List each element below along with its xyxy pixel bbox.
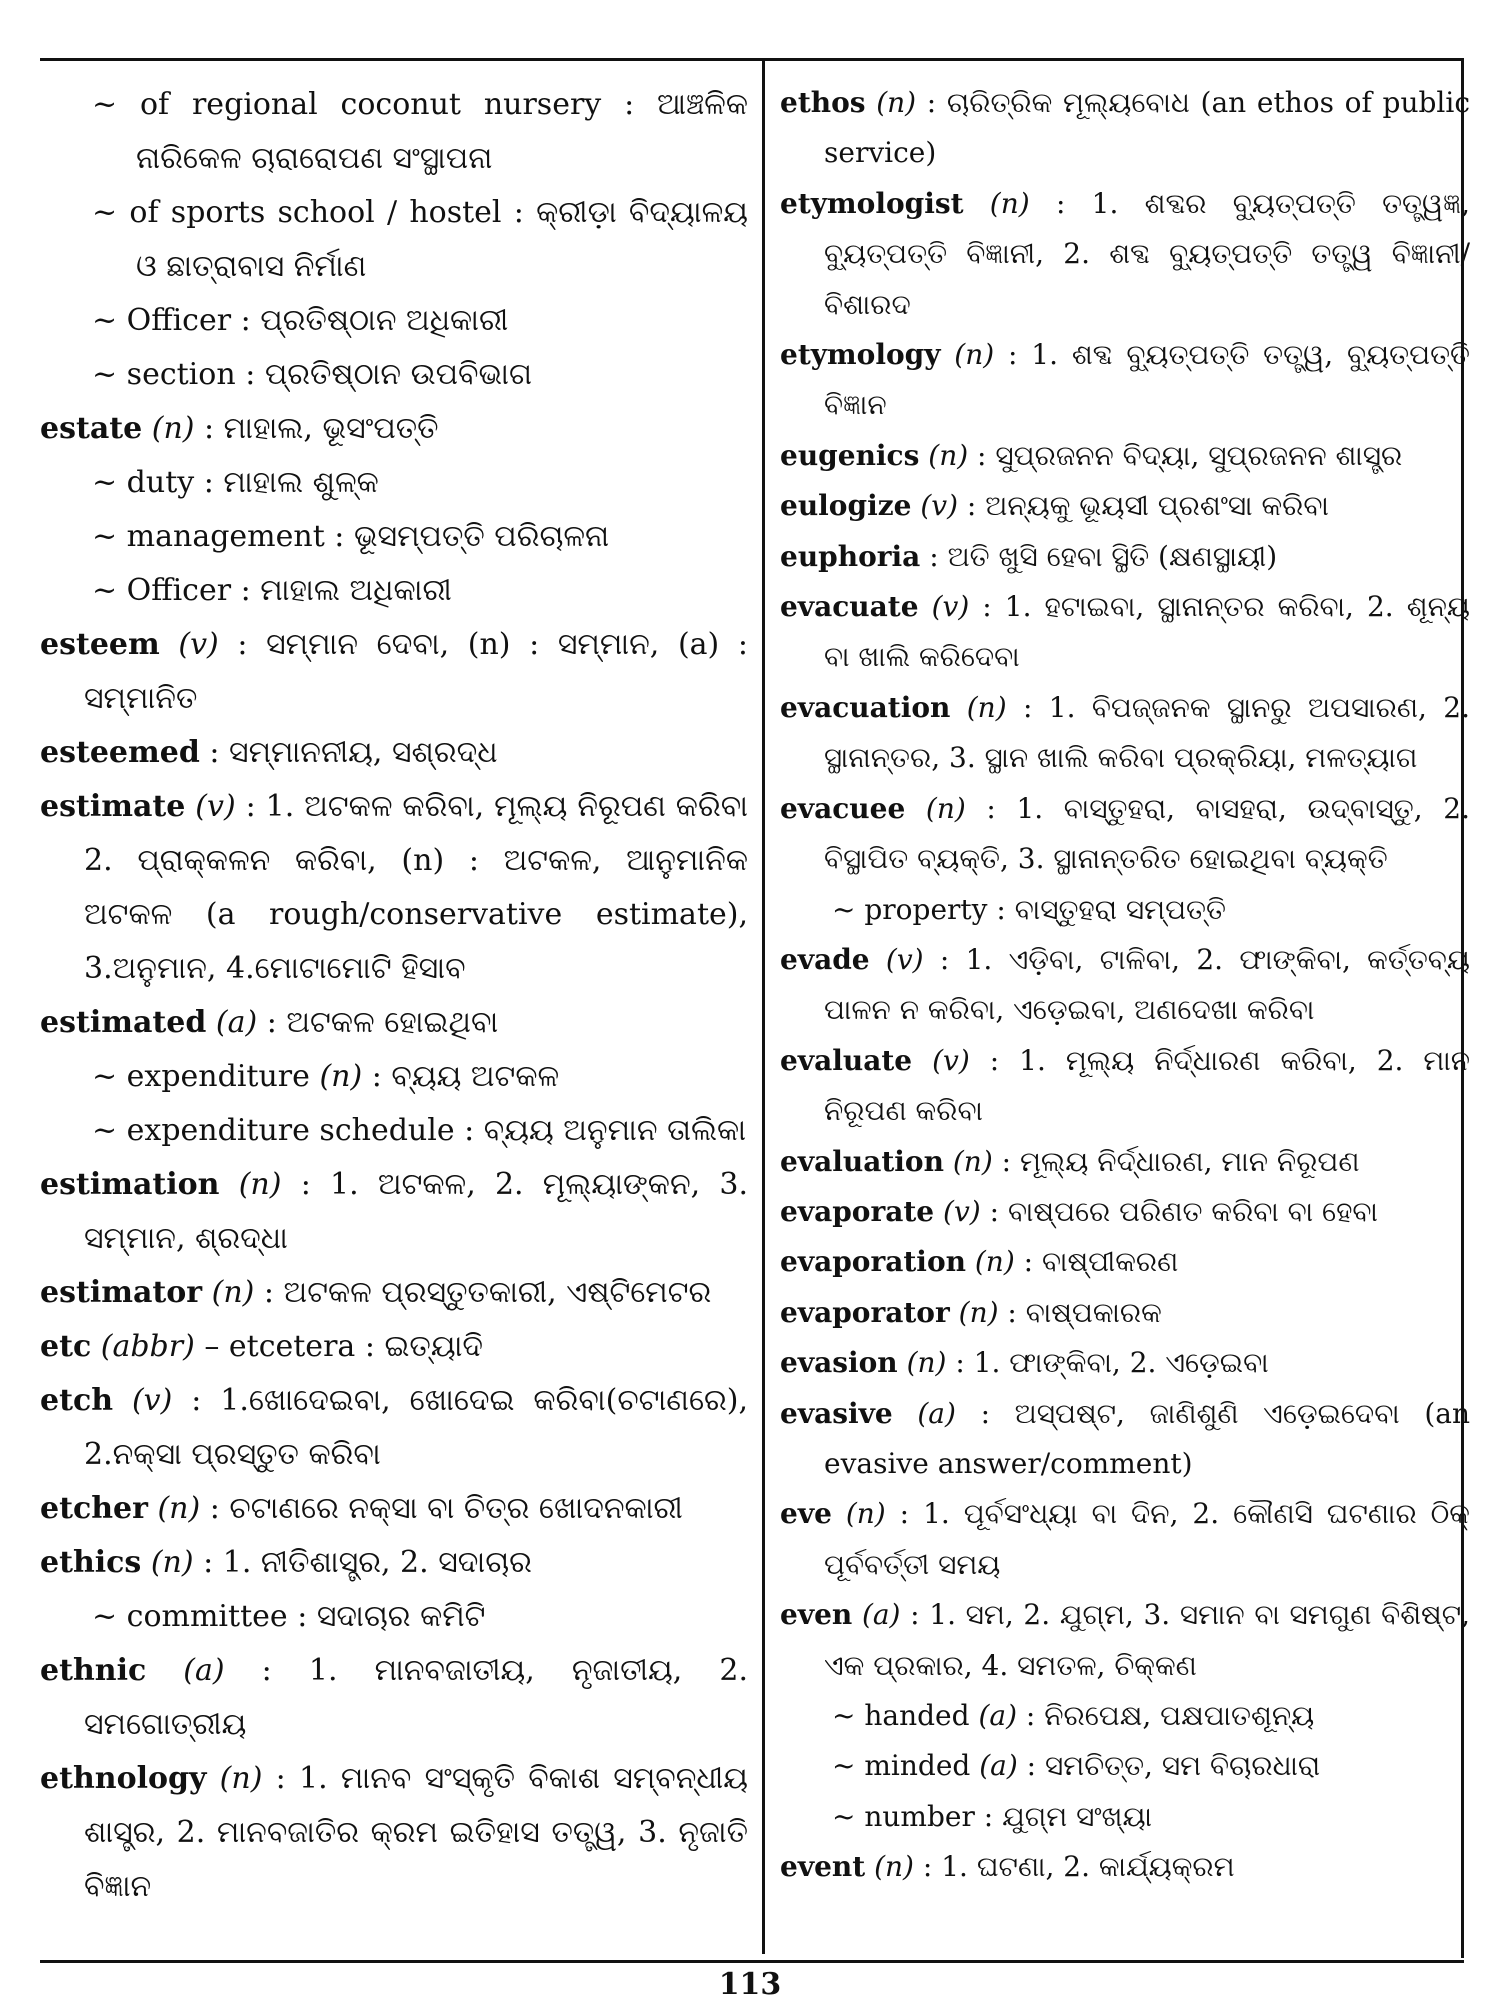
part-of-speech: (v) xyxy=(113,1383,173,1418)
dictionary-entry xyxy=(780,330,1470,431)
separator: : xyxy=(974,1799,1003,1833)
dictionary-entry xyxy=(40,1266,748,1320)
separator: : xyxy=(885,1497,924,1531)
part-of-speech: (a) xyxy=(146,1653,225,1688)
separator: : xyxy=(1014,1245,1042,1279)
headword: evacuee xyxy=(780,791,906,825)
definition: 1. ଅଟକଳ, 2. ମୂଲ୍ୟାଙ୍କନ, 3. ସମ୍ମାନ, ଶ୍ରଦ୍ଧା xyxy=(84,1167,749,1256)
definition: ବାଷ୍ପୀକରଣ xyxy=(1042,1245,1179,1279)
headword: even xyxy=(780,1598,853,1632)
definition: ନିରପେକ୍ଷ, ପକ୍ଷପାତଶୂନ୍ୟ xyxy=(1044,1699,1315,1732)
part-of-speech: (n) xyxy=(919,438,969,472)
separator: : xyxy=(224,1653,309,1688)
definition: ଚଟାଣରେ ନକ୍ସା ବା ଚିତ୍ର ଖୋଦନକାରୀ xyxy=(229,1491,683,1526)
part-of-speech: (a) xyxy=(852,1598,901,1632)
definition: ମାହାଲ ଶୁଳ୍କ xyxy=(223,465,379,500)
definition: 1. ହଟାଇବା, ସ୍ଥାନାନ୍ତର କରିବା, 2. ଶୂନ୍ୟ ବା ଖାଲି କରିଦେବା xyxy=(824,590,1470,674)
dictionary-entry xyxy=(780,582,1470,683)
part-of-speech: (n) xyxy=(147,1491,201,1526)
separator: : xyxy=(501,195,537,230)
part-of-speech: (a) xyxy=(969,1699,1017,1732)
separator: : xyxy=(955,1396,1015,1430)
part-of-speech: (abbr) xyxy=(91,1329,195,1364)
definition: 1. ଶବ୍ଦର ବ୍ୟୁତ୍ପତ୍ତି ତତ୍ତ୍ୱଜ୍ଞ, ବ୍ୟୁତ୍ପତ୍ତି ବିଜ୍ଞାନୀ, 2. ଶବ୍ଦ ବ୍ୟୁତ୍ପତ୍ତି ତତ୍ତ୍ୱ ବିଜ୍ଞାନୀ/ବିଶାରଦ xyxy=(824,186,1471,321)
definition: 1. ଫାଙ୍କିବା, 2. ଏଡ଼େଇବା xyxy=(973,1346,1269,1380)
separator: : xyxy=(172,1383,221,1418)
definition: ସୁପ୍ରଜନନ ବିଦ୍ୟା, ସୁପ୍ରଜନନ ଶାସ୍ତ୍ର xyxy=(995,438,1403,472)
separator: : xyxy=(287,1599,317,1634)
separator: : xyxy=(923,942,966,976)
definition: ଅନ୍ୟକୁ ଭୂୟସୀ ପ୍ରଶଂସା କରିବା xyxy=(985,489,1329,523)
sub-entry xyxy=(40,348,748,402)
headword: etc xyxy=(40,1329,92,1364)
part-of-speech: (n) xyxy=(831,1497,886,1531)
separator: : xyxy=(601,87,658,122)
part-of-speech: (n) xyxy=(950,690,1007,724)
definition: 1. ଏଡ଼ିବା, ଟାଳିବା, 2. ଫାଙ୍କିବା, କର୍ତ୍ତବ୍ୟ ପାଳନ ନ କରିବା, ଏଡ଼େଇବା, ଅଣଦେଖା କରିବା xyxy=(824,942,1470,1027)
part-of-speech: (n) xyxy=(309,1059,363,1094)
dictionary-entry xyxy=(780,78,1470,179)
part-of-speech: (v) xyxy=(869,942,924,976)
sub-headword: ~ management xyxy=(92,519,325,554)
separator: : xyxy=(968,438,996,472)
definition: ସମଚିତ୍ତ, ସମ ବିଚାରଧାରା xyxy=(1045,1749,1321,1783)
separator: : xyxy=(1017,1749,1046,1783)
page-number: 113 xyxy=(718,1970,782,2000)
separator: : xyxy=(958,489,986,523)
definition: ପ୍ରତିଷ୍ଠାନ ଉପବିଭାଗ xyxy=(264,357,533,392)
separator: : xyxy=(920,539,948,573)
separator: – xyxy=(194,1329,229,1364)
bottom-rule xyxy=(40,1960,1464,1963)
dictionary-entry xyxy=(40,1482,748,1536)
definition: ମୂଲ୍ୟ ନିର୍ଦ୍ଧାରଣ, ମାନ ନିରୂପଣ xyxy=(1019,1144,1360,1178)
dictionary-entry xyxy=(780,1237,1470,1287)
separator: : xyxy=(992,1144,1020,1178)
part-of-speech: (n) xyxy=(865,86,917,119)
definition: ଆଞ୍ଚଳିକ ନାରିକେଳ ଚାରାରୋପଣ ସଂସ୍ଥାପନା xyxy=(136,87,748,176)
dictionary-entry xyxy=(780,431,1470,481)
headword: etymology xyxy=(780,338,941,372)
sub-headword: ~ of regional coconut nursery xyxy=(92,87,602,122)
separator: : xyxy=(454,1113,484,1148)
part-of-speech: (v) xyxy=(185,789,236,824)
separator: : xyxy=(965,791,1017,825)
sub-entry xyxy=(40,1590,748,1644)
definition: 1. ମାନବଜାତୀୟ, ନୃଜାତୀୟ, 2. ସମଗୋତ୍ରୀୟ xyxy=(84,1653,748,1742)
part-of-speech: (n) xyxy=(965,1245,1015,1279)
separator: : xyxy=(231,303,261,338)
separator: : xyxy=(235,789,266,824)
sub-entry xyxy=(780,885,1470,935)
definition: ବାଷ୍ପରେ ପରିଣତ କରିବା ବା ହେବା xyxy=(1007,1194,1378,1228)
definition: 1. ଅଟକଳ କରିବା, ମୂଲ୍ୟ ନିରୂପଣ କରିବା 2. ପ୍ରାକ୍‌କଳନ କରିବା, (n) : ଅଟକଳ, ଆନୁମାନିକ ଅଟକଳ (a rough/conservative estimate), 3.ଅନୁମାନ, 4.ମୋଟାମୋଟି ହିସାବ xyxy=(84,789,748,986)
headword: evacuate xyxy=(780,590,919,624)
separator: : xyxy=(969,590,1005,624)
part-of-speech: (v) xyxy=(911,489,958,523)
definition: 1. ବିପଜ୍ଜନକ ସ୍ଥାନରୁ ଅପସାରଣ, 2. ସ୍ଥାନାନ୍ତର, 3. ସ୍ଥାନ ଖାଲି କରିବା ପ୍ରକ୍ରିୟା, ମଳତ୍ୟାଗ xyxy=(824,690,1471,775)
part-of-speech: (a) xyxy=(970,1749,1018,1783)
headword: ethnology xyxy=(40,1761,207,1796)
sub-headword: ~ committee xyxy=(92,1599,288,1634)
definition: ଅଟକଳ ହୋଇଥିବା xyxy=(286,1005,499,1040)
separator: : xyxy=(1029,186,1092,220)
dictionary-entry xyxy=(780,1288,1470,1338)
headword: evaluation xyxy=(780,1144,944,1178)
definition: ବ୍ୟୟ ଅନୁମାନ ତାଲିକା xyxy=(483,1113,747,1148)
part-of-speech: (n) xyxy=(141,1545,194,1580)
sub-headword: ~ section xyxy=(92,357,236,392)
headword: evaluate xyxy=(780,1043,913,1077)
dictionary-entry xyxy=(780,935,1470,1036)
definition: ସମ୍ମାନ ଦେବା, (n) : ସମ୍ମାନ, (a) : ସମ୍ମାନିତ xyxy=(84,627,748,716)
dictionary-entry xyxy=(780,1036,1470,1137)
definition: ଯୁଗ୍ମ ସଂଖ୍ୟା xyxy=(1002,1799,1152,1833)
separator: : xyxy=(998,1295,1026,1329)
separator: : xyxy=(194,411,224,446)
part-of-speech: (n) xyxy=(142,411,195,446)
sub-entry xyxy=(40,294,748,348)
definition: ବାଷ୍ପକାରକ xyxy=(1025,1295,1162,1329)
sub-entry xyxy=(40,186,748,294)
sub-headword: ~ Officer xyxy=(92,573,232,608)
separator: : xyxy=(913,1850,942,1884)
definition: 1. ମାନବ ସଂସ୍କୃତି ବିକାଶ ସମ୍ବନ୍ଧୀୟ ଶାସ୍ତ୍ର, 2. ମାନବଜାତିର କ୍ରମ ଇତିହାସ ତତ୍ତ୍ୱ, 3. ନୃଜାତି ବିଜ୍ଞାନ xyxy=(84,1761,749,1904)
separator: : xyxy=(262,1761,300,1796)
headword: ethnic xyxy=(40,1653,147,1688)
definition: ଭୂସମ୍ପତ୍ତି ପରିଚାଳନା xyxy=(353,519,610,554)
definition: 1. ପୂର୍ବସଂଧ୍ୟା ବା ଦିନ, 2. କୌଣସି ଘଟଣାର ଠିକ୍ ପୂର୍ବବର୍ତ୍ତୀ ସମୟ xyxy=(824,1497,1471,1581)
dictionary-entry xyxy=(40,1644,748,1752)
sub-headword: ~ property xyxy=(832,892,988,926)
dictionary-entry xyxy=(780,532,1470,582)
sub-headword: ~ number xyxy=(832,1799,975,1833)
dictionary-entry xyxy=(40,618,748,726)
dictionary-entry xyxy=(780,1389,1470,1490)
headword: evacuation xyxy=(780,690,951,724)
part-of-speech: (n) xyxy=(206,1761,263,1796)
separator: : xyxy=(231,573,261,608)
dictionary-entry xyxy=(40,996,748,1050)
part-of-speech: (n) xyxy=(202,1275,255,1310)
definition: etcetera : ଇତ୍ୟାଦି xyxy=(228,1329,484,1364)
dictionary-entry xyxy=(780,784,1470,885)
definition: 1. ମୂଲ୍ୟ ନିର୍ଦ୍ଧାରଣ କରିବା, 2. ମାନ ନିରୂପଣ କରିବା xyxy=(824,1043,1471,1128)
definition: 1. ଘଟଣା, 2. କାର୍ଯ୍ୟକ୍ରମ xyxy=(941,1850,1235,1884)
headword: event xyxy=(780,1850,866,1884)
headword: estimator xyxy=(40,1275,203,1310)
part-of-speech: (n) xyxy=(940,338,995,372)
dictionary-entry xyxy=(40,726,748,780)
definition: 1. ବାସ୍ତୁହରା, ବାସହରା, ଉଦ୍‌ବାସ୍ତୁ, 2. ବିସ୍ଥାପିତ ବ୍ୟକ୍ତି, 3. ସ୍ଥାନାନ୍ତରିତ ହୋଇଥିବା ବ୍ୟକ୍ତି xyxy=(824,791,1470,876)
separator: : xyxy=(194,465,224,500)
sub-headword: ~ expenditure schedule xyxy=(92,1113,455,1148)
headword: euphoria xyxy=(780,539,921,573)
definition: ବାସ୍ତୁହରା ସମ୍ପତ୍ତି xyxy=(1014,892,1226,926)
dictionary-entry xyxy=(780,1842,1470,1892)
dictionary-entry xyxy=(780,1338,1470,1388)
definition: ସମ୍ମାନନୀୟ, ସଶ୍ରଦ୍ଧ xyxy=(229,735,498,770)
dictionary-entry xyxy=(40,1320,748,1374)
separator: : xyxy=(1017,1699,1045,1732)
definition: ଅସ୍ପଷ୍ଟ, ଜାଣିଶୁଣି ଏଡ଼େଇଦେବା (an evasive answer/comment) xyxy=(824,1396,1470,1480)
sub-entry xyxy=(780,1691,1470,1741)
dictionary-entry xyxy=(780,1187,1470,1237)
dictionary-entry xyxy=(780,179,1470,330)
headword: estate xyxy=(40,411,143,446)
separator: : xyxy=(969,1043,1020,1077)
part-of-speech: (n) xyxy=(963,186,1030,220)
sub-entry xyxy=(40,510,748,564)
separator: : xyxy=(254,1275,284,1310)
part-of-speech: (v) xyxy=(159,627,219,662)
sub-entry xyxy=(40,1050,748,1104)
separator: : xyxy=(281,1167,331,1202)
dictionary-entry xyxy=(40,402,748,456)
separator: : xyxy=(916,86,947,119)
headword: ethos xyxy=(780,86,866,119)
headword: estimation xyxy=(40,1167,220,1202)
definition: ସଦାଚାର କମିଟି xyxy=(316,1599,486,1634)
headword: estimate xyxy=(40,789,186,824)
sub-headword: ~ handed xyxy=(832,1699,970,1732)
dictionary-entry xyxy=(780,1489,1470,1590)
part-of-speech: (v) xyxy=(912,1043,970,1077)
definition: 1. ସମ, 2. ଯୁଗ୍ମ, 3. ସମାନ ବା ସମଗୁଣ ବିଶିଷ୍ଟ, ଏକ ପ୍ରକାର, 4. ସମତଳ, ଚିକ୍କଣ xyxy=(824,1598,1470,1682)
dictionary-entry xyxy=(40,1158,748,1266)
definition: ମାହାଲ, ଭୂସଂପତ୍ତି xyxy=(223,411,439,446)
separator: : xyxy=(1006,690,1049,724)
separator: : xyxy=(980,1194,1008,1228)
sub-entry xyxy=(40,78,748,186)
dictionary-entry xyxy=(780,1590,1470,1691)
sub-entry xyxy=(40,564,748,618)
separator: : xyxy=(199,735,230,770)
part-of-speech: (n) xyxy=(943,1144,993,1178)
headword: eugenics xyxy=(780,438,920,472)
part-of-speech: (v) xyxy=(918,590,970,624)
definition: ଚାରିତ୍ରିକ ମୂଲ୍ୟବୋଧ (an ethos of public service) xyxy=(824,86,1471,170)
headword: esteemed xyxy=(40,735,200,770)
sub-headword: ~ expenditure xyxy=(92,1059,310,1094)
separator: : xyxy=(994,338,1032,372)
dictionary-entry xyxy=(780,481,1470,531)
separator: : xyxy=(900,1598,930,1632)
dictionary-entry xyxy=(780,1137,1470,1187)
headword: etymologist xyxy=(780,186,964,220)
sub-entry xyxy=(780,1792,1470,1842)
headword: eve xyxy=(780,1497,832,1531)
dictionary-entry xyxy=(40,780,748,996)
sub-entry xyxy=(40,456,748,510)
separator: : xyxy=(193,1545,223,1580)
headword: etcher xyxy=(40,1491,148,1526)
dictionary-entry xyxy=(40,1536,748,1590)
definition: 1. ଶବ୍ଦ ବ୍ୟୁତ୍ପତ୍ତି ତତ୍ତ୍ୱ, ବ୍ୟୁତ୍ପତ୍ତି ବିଜ୍ଞାନ xyxy=(824,338,1471,422)
definition: ବ୍ୟୟ ଅଟକଳ xyxy=(391,1059,560,1094)
headword: evaporator xyxy=(780,1295,950,1329)
definition: 1. ନୀତିଶାସ୍ତ୍ର, 2. ସଦାଚାର xyxy=(222,1545,532,1580)
dictionary-entry xyxy=(40,1752,748,1914)
separator: : xyxy=(200,1491,230,1526)
sub-headword: ~ Officer xyxy=(92,303,232,338)
part-of-speech: (n) xyxy=(905,791,966,825)
headword: ethics xyxy=(40,1545,142,1580)
definition: କ୍ରୀଡ଼ା ବିଦ୍ୟାଳୟ ଓ ଛାତ୍ରାବାସ ନିର୍ମାଣ xyxy=(136,195,749,284)
right-column xyxy=(780,78,1470,1893)
separator: : xyxy=(946,1346,974,1380)
sub-headword: ~ minded xyxy=(832,1749,971,1783)
separator: : xyxy=(218,627,267,662)
part-of-speech: (a) xyxy=(206,1005,258,1040)
separator: : xyxy=(257,1005,287,1040)
headword: evasion xyxy=(780,1346,898,1380)
sub-entry xyxy=(40,1104,748,1158)
part-of-speech: (v) xyxy=(934,1194,981,1228)
headword: estimated xyxy=(40,1005,207,1040)
part-of-speech: (n) xyxy=(219,1167,282,1202)
separator: : xyxy=(324,519,354,554)
dictionary-entry xyxy=(780,683,1470,784)
separator: : xyxy=(987,892,1015,926)
sub-headword: ~ of sports school / hostel xyxy=(92,195,502,230)
column-divider xyxy=(762,58,765,1954)
part-of-speech: (n) xyxy=(897,1346,947,1380)
definition: 1.ଖୋଦେଇବା, ଖୋଦେଇ କରିବା(ଚଟାଣରେ), 2.ନକ୍ସା ପ୍ରସ୍ତୁତ କରିବା xyxy=(84,1383,748,1472)
sub-entry xyxy=(780,1741,1470,1791)
definition: ଅଟକଳ ପ୍ରସ୍ତୁତକାରୀ, ଏଷ୍ଟିମେଟର xyxy=(283,1275,712,1310)
part-of-speech: (n) xyxy=(949,1295,999,1329)
headword: esteem xyxy=(40,627,160,662)
separator: : xyxy=(362,1059,392,1094)
headword: etch xyxy=(40,1383,114,1418)
definition: ଅତି ଖୁସି ହେବା ସ୍ଥିତି (କ୍ଷଣସ୍ଥାୟୀ) xyxy=(947,539,1278,573)
headword: evasive xyxy=(780,1396,893,1430)
dictionary-entry xyxy=(40,1374,748,1482)
left-column xyxy=(40,78,748,1914)
headword: eulogize xyxy=(780,489,912,523)
part-of-speech: (a) xyxy=(892,1396,956,1430)
headword: evaporate xyxy=(780,1194,935,1228)
definition: ପ୍ରତିଷ୍ଠାନ ଅଧିକାରୀ xyxy=(260,303,509,338)
headword: evade xyxy=(780,942,870,976)
sub-headword: ~ duty xyxy=(92,465,195,500)
separator: : xyxy=(235,357,265,392)
definition: ମାହାଲ ଅଧିକାରୀ xyxy=(260,573,452,608)
headword: evaporation xyxy=(780,1245,966,1279)
part-of-speech: (n) xyxy=(865,1850,914,1884)
